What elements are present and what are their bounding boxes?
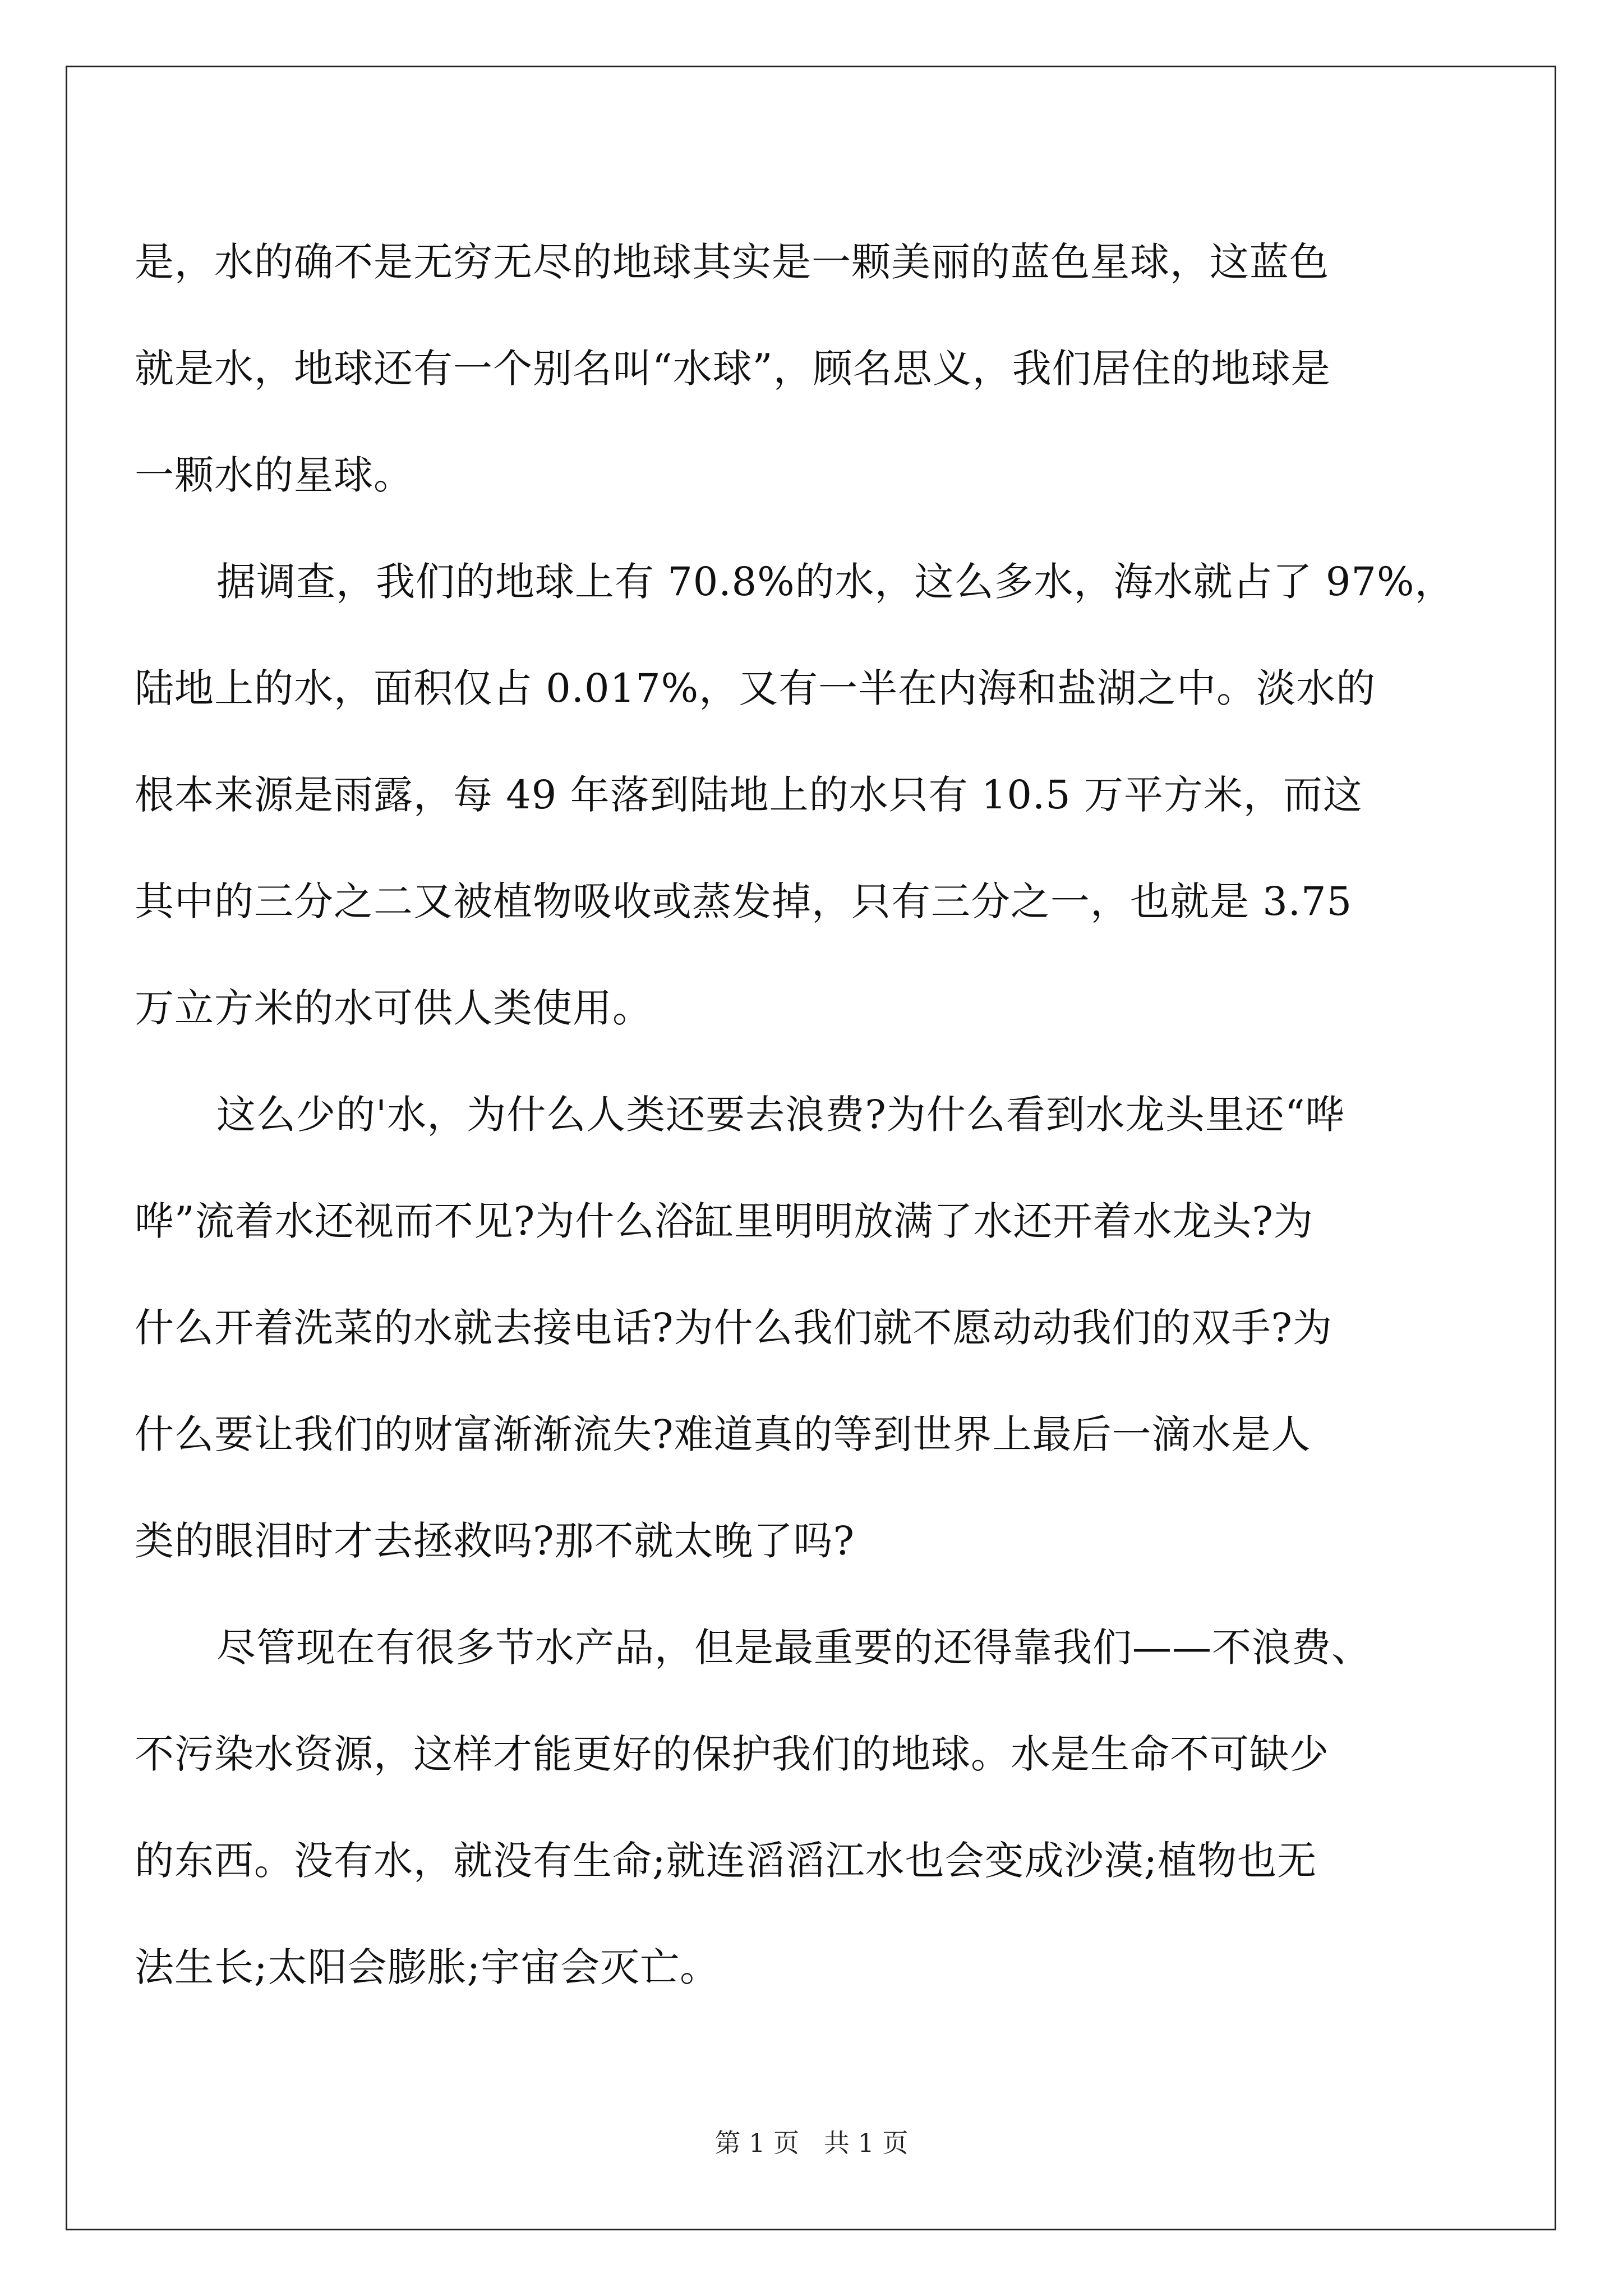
paragraph-4-line-2: 不污染水资源，这样才能更好的保护我们的地球。水是生命不可缺少	[135, 1731, 1329, 1777]
paragraph-1-line-1: 是，水的确不是无穷无尽的地球其实是一颗美丽的蓝色星球，这蓝色	[135, 239, 1329, 285]
paragraph-3-line-4: 什么要让我们的财富渐渐流失?难道真的等到世界上最后一滴水是人	[135, 1411, 1311, 1457]
paragraph-4-line-4: 法生长;太阳会膨胀;宇宙会灭亡。	[135, 1944, 720, 1990]
paragraph-1-line-2: 就是水，地球还有一个别名叫“水球”，顾名思义，我们居住的地球是	[135, 346, 1331, 392]
paragraph-2-line-5: 万立方米的水可供人类使用。	[135, 985, 652, 1031]
paragraph-2-line-4: 其中的三分之二又被植物吸收或蒸发掉，只有三分之一，也就是 3.75	[135, 878, 1353, 924]
paragraph-3-line-2: 哗”流着水还视而不见?为什么浴缸里明明放满了水还开着水龙头?为	[135, 1198, 1313, 1244]
paragraph-3-line-5: 类的眼泪时才去拯救吗?那不就太晚了吗?	[135, 1518, 855, 1564]
paragraph-2-line-2: 陆地上的水，面积仅占 0.017%，又有一半在内海和盐湖之中。淡水的	[135, 665, 1376, 711]
paragraph-3-line-1: 这么少的'水，为什么人类还要去浪费?为什么看到水龙头里还“哗	[216, 1092, 1345, 1138]
paragraph-3-line-3: 什么开着洗菜的水就去接电话?为什么我们就不愿动动我们的双手?为	[135, 1305, 1333, 1351]
paragraph-4-line-1: 尽管现在有很多节水产品，但是最重要的还得靠我们——不浪费、	[216, 1625, 1371, 1671]
document-body	[135, 209, 1455, 2021]
page-number-footer: 第 1 页 共 1 页	[714, 2128, 909, 2158]
paragraph-2-line-1: 据调查，我们的地球上有 70.8%的水，这么多水，海水就占了 97%，	[216, 559, 1455, 605]
paragraph-4-line-3: 的东西。没有水，就没有生命;就连滔滔江水也会变成沙漠;植物也无	[135, 1838, 1317, 1884]
paragraph-2-line-3: 根本来源是雨露，每 49 年落到陆地上的水只有 10.5 万平方米，而这	[135, 772, 1363, 818]
paragraph-1-line-3: 一颗水的星球。	[135, 452, 413, 498]
